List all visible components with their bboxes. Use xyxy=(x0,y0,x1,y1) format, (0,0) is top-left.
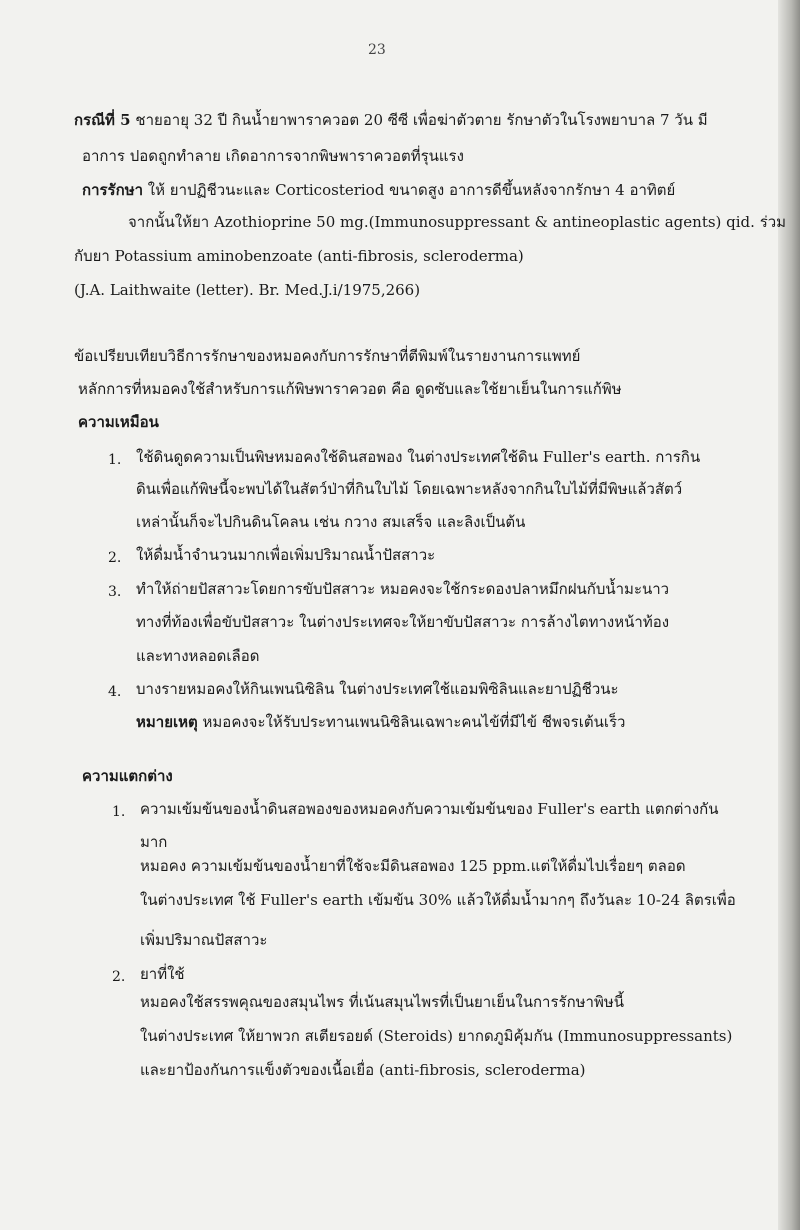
treatment-text-2: จากนั้นให้ยา Azothioprine 50 mg.(Immunosuppressant & antineoplastic agents) qid. ร่วม xyxy=(128,213,787,231)
similarity-1-line-1: ใช้ดินดูดความเป็นพิษหมอคงใช้ดินสอพอง ในต่างประเทศใช้ดิน Fuller's earth. การกิน xyxy=(136,448,701,466)
similarity-note xyxy=(136,712,625,732)
case-text-2: อาการ ปอดถูกทำลาย เกิดอาการจากพิษพาราควอตที่รุนแรง xyxy=(82,147,464,165)
difference-2-line-2: หมอคงใช้สรรพคุณของสมุนไพร ที่เน้นสมุนไพรที่เป็นยาเย็นในการรักษาพิษนี้ xyxy=(140,993,624,1011)
similarity-number: 2. xyxy=(108,550,122,566)
comparison-line-1: ข้อเปรียบเทียบวิธีการรักษาของหมอคงกับการรักษาที่ตีพิมพ์ในรายงานการแพทย์ xyxy=(74,347,581,365)
comparison-line-2: หลักการที่หมอคงใช้สำหรับการแก้พิษพาราควอต คือ ดูดซับและใช้ยาเย็นในการแก้พิษ xyxy=(78,380,622,398)
difference-2-line-3: ในต่างประเทศ ให้ยาพวก สเตียรอยด์ (Steroids) ยากดภูมิคุ้มกัน (Immunosuppressants) xyxy=(140,1027,733,1045)
difference-2-line-1: ยาที่ใช้ xyxy=(140,965,185,983)
difference-1-line-5: เพิ่มปริมาณปัสสาวะ xyxy=(140,931,268,949)
similarity-2-line-1: ให้ดื่มน้ำจำนวนมากเพื่อเพิ่มปริมาณน้ำปัสสาวะ xyxy=(136,546,436,564)
note-text: หมอคงจะให้รับประทานเพนนิซิลินเฉพาะคนไข้ที่มีไข้ ชีพจรเต้นเร็ว xyxy=(202,713,626,731)
similarity-1-line-3: เหล่านั้นก็จะไปกินดินโคลน เช่น กวาง สมเสร็จ และลิงเป็นต้น xyxy=(136,513,526,531)
similarity-3-line-2: ทางที่ท้องเพื่อขับปัสสาวะ ในต่างประเทศจะให้ยาขับปัสสาวะ การล้างไตทางหน้าท้อง xyxy=(136,613,670,631)
page-number: 23 xyxy=(368,42,386,58)
note-label: หมายเหตุ xyxy=(136,713,198,731)
difference-number: 1. xyxy=(112,804,126,820)
similarity-4-line-1: บางรายหมอคงให้กินเพนนิซิลิน ในต่างประเทศใช้แอมพิซิลินและยาปฏิชีวนะ xyxy=(136,680,619,698)
difference-number: 2. xyxy=(112,969,126,985)
similarity-1-line-2: ดินเพื่อแก้พิษนี้จะพบได้ในสัตว์ป่าที่กินใบไม้ โดยเฉพาะหลังจากกินใบไม้ที่มีพิษแล้วสัตว์ xyxy=(136,480,683,498)
case-reference: (J.A. Laithwaite (letter). Br. Med.J.i/1975,266) xyxy=(74,281,421,299)
treatment-label: การรักษา xyxy=(82,181,144,199)
similarity-3-line-1: ทำให้ถ่ายปัสสาวะโดยการขับปัสสาวะ หมอคงจะใช้กระดองปลาหมึกฝนกับน้ำมะนาว xyxy=(136,580,670,598)
similarities-heading: ความเหมือน xyxy=(78,413,159,431)
page-edge-shadow xyxy=(778,0,800,1230)
case-line-1 xyxy=(74,110,708,130)
case-label: กรณีที่ 5 xyxy=(74,111,131,129)
case-text-1: ชายอายุ 32 ปี กินน้ำยาพาราควอต 20 ซีซี เพื่อฆ่าตัวตาย รักษาตัวในโรงพยาบาล 7 วัน มี xyxy=(135,111,708,129)
treatment-line-1 xyxy=(82,180,675,200)
difference-1-line-2: มาก xyxy=(140,833,168,851)
difference-1-line-3: หมอคง ความเข้มข้นของน้ำยาที่ใช้จะมีดินสอพอง 125 ppm.แต่ให้ดื่มไปเรื่อยๆ ตลอด xyxy=(140,857,686,875)
difference-1-line-4: ในต่างประเทศ ใช้ Fuller's earth เข้มข้น 30% แล้วให้ดื่มน้ำมากๆ ถึงวันละ 10-24 ลิตรเพื่อ xyxy=(140,891,736,909)
treatment-text-3: กับยา Potassium aminobenzoate (anti-fibrosis, scleroderma) xyxy=(74,247,524,265)
similarity-3-line-3: และทางหลอดเลือด xyxy=(136,647,260,665)
treatment-text-1: ให้ ยาปฏิชีวนะและ Corticosteriod ขนาดสูง อาการดีขึ้นหลังจากรักษา 4 อาทิตย์ xyxy=(147,181,676,199)
similarity-number: 1. xyxy=(108,452,122,468)
differences-heading: ความแตกต่าง xyxy=(82,767,173,785)
similarity-number: 3. xyxy=(108,584,122,600)
difference-2-line-4: และยาป้องกันการแข็งตัวของเนื้อเยื่อ (anti-fibrosis, scleroderma) xyxy=(140,1061,586,1079)
difference-1-line-1: ความเข้มข้นของน้ำดินสอพองของหมอคงกับความเข้มข้นของ Fuller's earth แตกต่างกัน xyxy=(140,800,719,818)
similarity-number: 4. xyxy=(108,684,122,700)
